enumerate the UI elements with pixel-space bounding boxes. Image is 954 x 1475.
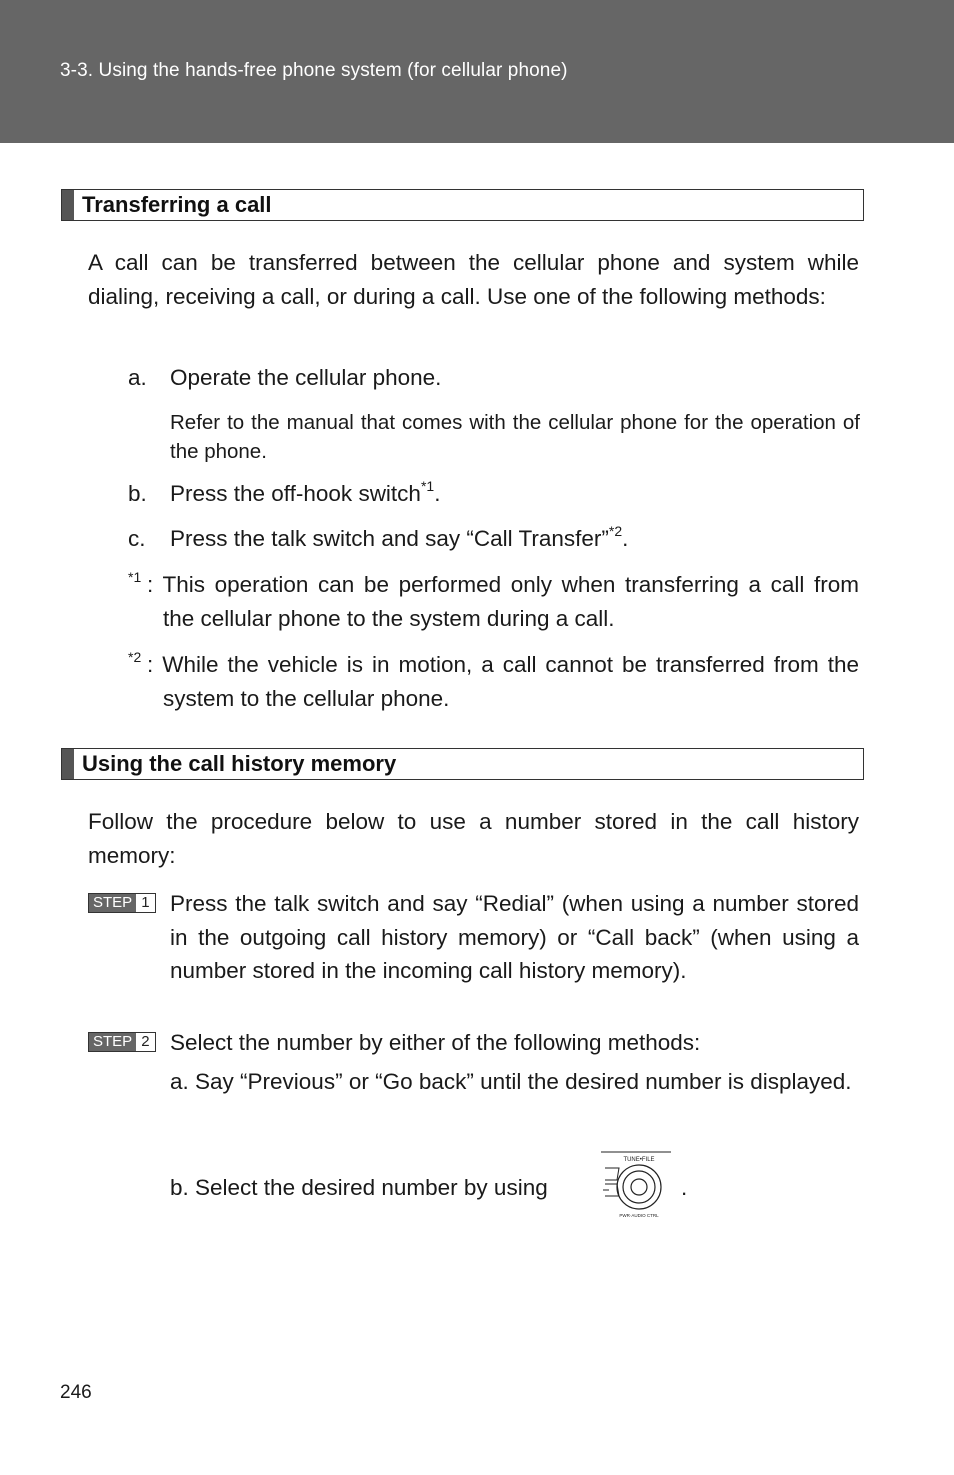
page-header [0, 0, 954, 143]
step-number: 2 [136, 1033, 154, 1051]
option-b-text: b. Select the desired number by using [170, 1175, 548, 1200]
section-title-transfer: Transferring a call [82, 192, 272, 217]
footnote-ref-2: *2 [608, 523, 623, 539]
option-a-text: a. Say “Previous” or “Go back” until the desired number is displayed. [170, 1069, 852, 1094]
step-label: STEP [89, 1033, 136, 1051]
tune-file-knob-icon [599, 1150, 674, 1222]
method-c-text: Press the talk switch and say “Call Transfer” [170, 526, 609, 551]
method-c-label: c. [128, 526, 146, 551]
knob-top-label: TUNE•FILE [623, 1157, 655, 1163]
section-marker [62, 190, 74, 220]
step-2-text: Select the number by either of the following methods: [170, 1030, 701, 1055]
footnote-1-text: : This operation can be performed only when transferring a call from the cellular phone to the system during a call. [147, 572, 859, 631]
history-intro: Follow the procedure below to use a number stored in the call history memory: [88, 809, 859, 868]
section-heading: 3-3. Using the hands-free phone system (for cellular phone) [60, 60, 568, 81]
footnote-2-text: : While the vehicle is in motion, a call cannot be transferred from the system to the cellular phone. [147, 652, 859, 711]
method-b-label: b. [128, 481, 147, 506]
step-1-badge [88, 893, 156, 913]
method-c: Press the talk switch and say “Call Transfer”$^{*2}$. [170, 523, 629, 551]
knob-bottom-label: PWR·AUDIO CTRL [619, 1213, 659, 1218]
method-b-text: Press the off-hook switch [170, 481, 421, 506]
method-a-label: a. [128, 365, 147, 390]
step-number: 1 [136, 894, 154, 912]
transfer-intro: A call can be transferred between the cellular phone and system while dialing, receiving a call, or during a call. Use one of the following methods: [88, 250, 859, 309]
footnote-ref-1: *1 [420, 478, 435, 494]
page-number: 246 [60, 1382, 92, 1403]
method-a-text: Operate the cellular phone. [170, 365, 442, 390]
method-a-note: Refer to the manual that comes with the cellular phone for the operation of the phone. [170, 411, 860, 463]
footnote-2-mark: *2 [128, 649, 142, 665]
step-2-badge [88, 1032, 156, 1052]
footnote-1-mark: *1 [128, 569, 142, 585]
option-b-period: . [681, 1175, 688, 1200]
section-title-bar-history [61, 748, 864, 780]
section-title-bar-transfer [61, 189, 864, 221]
method-b: Press the off-hook switch$^{*1}$. [170, 478, 441, 506]
step-1-text: Press the talk switch and say “Redial” (when using a number stored in the outgoing call history memory) or “Call back” (when using a number stored in the incoming call history memory). [170, 891, 859, 983]
section-marker [62, 749, 74, 779]
section-title-history: Using the call history memory [82, 751, 397, 776]
step-label: STEP [89, 894, 136, 912]
